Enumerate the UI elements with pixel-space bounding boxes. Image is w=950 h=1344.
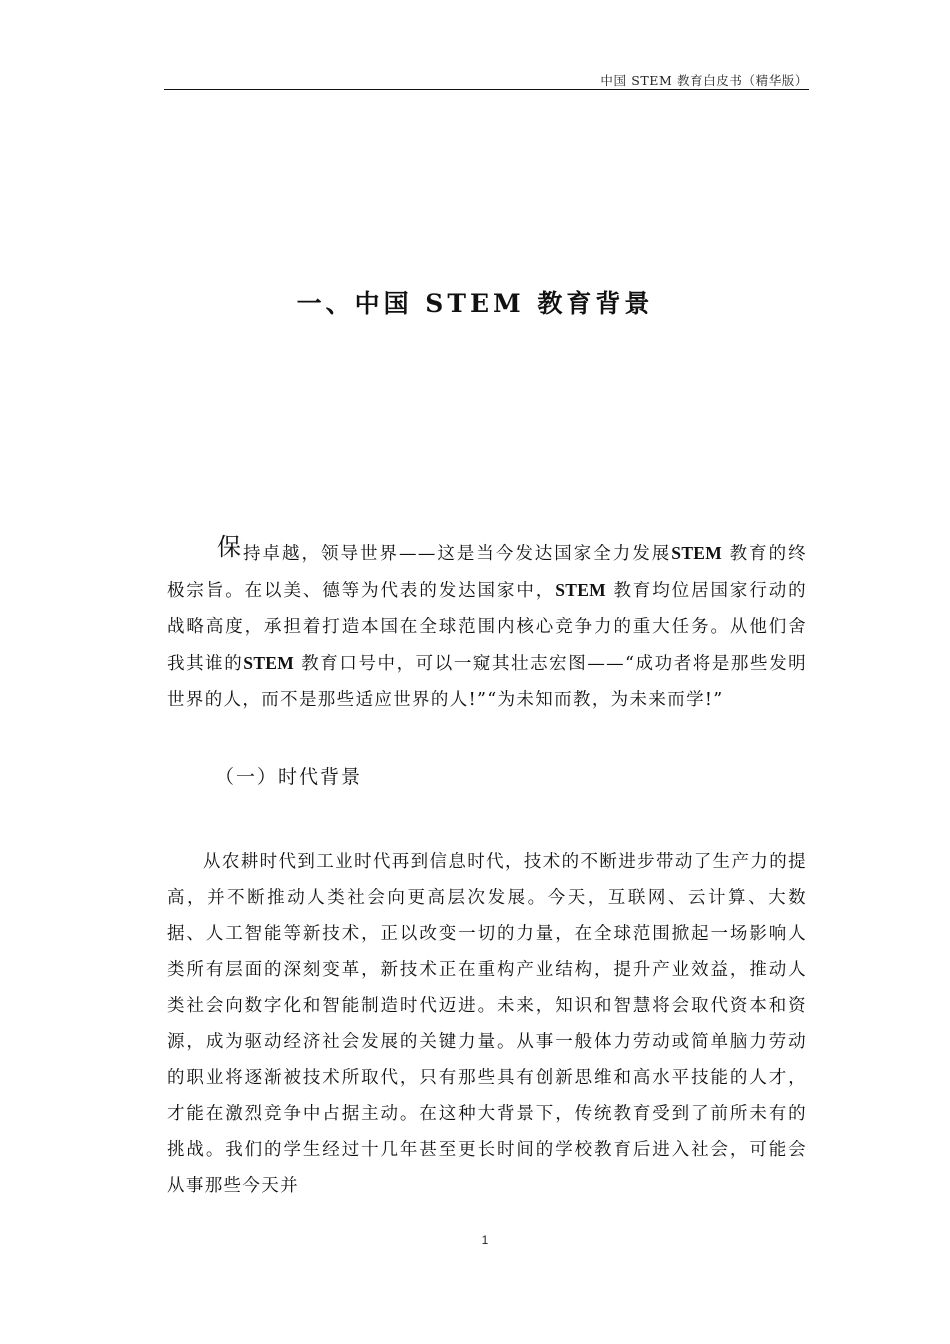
page-number: 1 <box>481 1233 489 1247</box>
intro-text-4: 教育口号中，可以一窥其壮志宏图——“成功者将是那些发明世界的人，而不是那些适应世界的人!”“为未知而教，为未来而学!” <box>167 654 807 710</box>
intro-text-3: 教育均位居国家行动的战略高度，承担着打造本国在全球范围内核心竞争力的重大任务。从他们舍我其谁的 <box>167 581 807 674</box>
section-heading: （一）时代背景 <box>215 766 363 788</box>
header-divider <box>164 89 809 90</box>
stem-term: STEM <box>671 543 723 563</box>
stem-term: STEM <box>243 653 295 673</box>
intro-text-2: 教育的终极宗旨。在以美、德等为代表的发达国家中， <box>167 544 807 601</box>
intro-text-1: 持卓越，领导世界——这是当今发达国家全力发展 <box>243 544 672 564</box>
drop-cap: 保 <box>217 533 243 561</box>
running-header: 中国 STEM 教育白皮书（精华版） <box>600 73 808 88</box>
stem-term: STEM <box>555 580 606 600</box>
intro-paragraph <box>167 529 807 718</box>
section-paragraph: 从农耕时代到工业时代再到信息时代，技术的不断进步带动了生产力的提高，并不断推动人类社会向更高层次发展。今天，互联网、云计算、大数据、人工智能等新技术，正以改变一切的力量，在全球范围掀起一场影响人类所有层面的深刻变革，新技术正在重构产业结构，提升产业效益，推动人类社会向数字化和智能制造时代迈进。未来，知识和智慧将会取代资本和资源，成为驱动经济社会发展的关键力量。从事一般体力劳动或简单脑力劳动的职业将逐渐被技术所取代，只有那些具有创新思维和高水平技能的人才，才能在激烈竞争中占据主动。在这种大背景下，传统教育受到了前所未有的挑战。我们的学生经过十几年甚至更长时间的学校教育后进入社会，可能会从事那些今天并 <box>167 852 807 1196</box>
chapter-title: 一、中国 STEM 教育背景 <box>296 289 654 318</box>
